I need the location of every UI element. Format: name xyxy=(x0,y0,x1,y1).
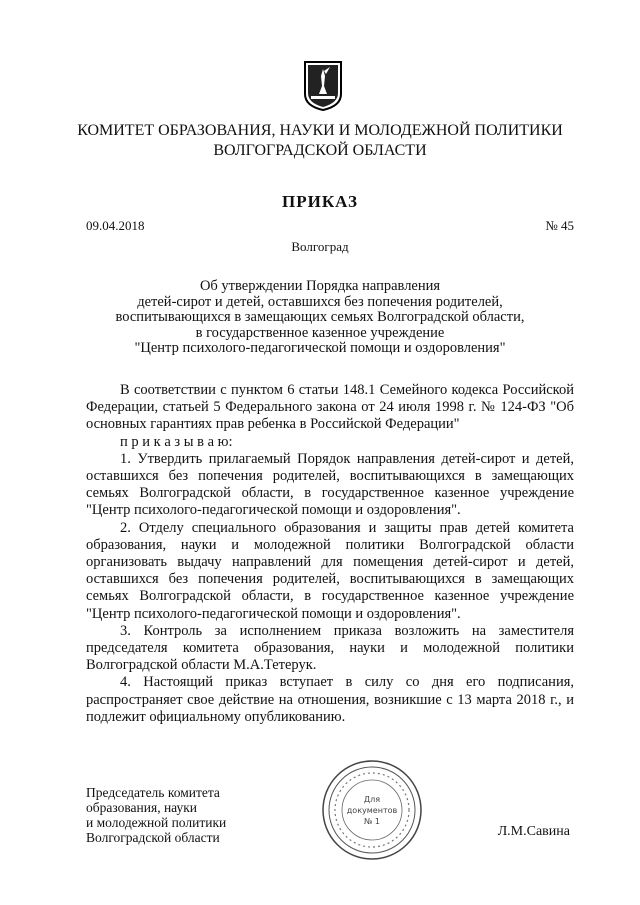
signatory-line: Волгоградской области xyxy=(86,830,220,845)
subject-line: Об утверждении Порядка направления xyxy=(199,278,441,294)
order-item-2: 2. Отделу специального образования и защиты прав детей комитета образования, науки и молодежной политики Волгоградской области организовать выдачу направлений для помещения детей-сирот и детей, оставшихся без попечения родителей, воспитывающихся в замещающих семьях Волгоградской области, в государственное казенное учреждение "Центр психолого-педагогической помощи и оздоровления". xyxy=(86,519,574,622)
order-word: п р и к а з ы в а ю: xyxy=(120,433,233,450)
signatory-line: Председатель комитета xyxy=(86,785,220,800)
signatory-line: и молодежной политики xyxy=(86,815,227,830)
document-number: № 45 xyxy=(545,218,574,233)
stamp-text-line3: № 1 xyxy=(364,817,380,826)
signatory-name: Л.М.Савина xyxy=(497,824,570,839)
subject-line: "Центр психолого-педагогической помощи и оздоровления" xyxy=(134,340,506,356)
organization-name-line1: КОМИТЕТ ОБРАЗОВАНИЯ, НАУКИ И МОЛОДЕЖНОЙ ПОЛИТИКИ xyxy=(77,122,563,139)
stamp-text-line2: документов xyxy=(346,806,398,815)
preamble-paragraph: В соответствии с пунктом 6 статьи 148.1 Семейного кодекса Российской Федерации, статьей 5 Федерального закона от 24 июля 1998 г. № 124-ФЗ "Об основных гарантиях прав ребенка в Российской Федерации" xyxy=(86,382,574,433)
order-item-1: 1. Утвердить прилагаемый Порядок направления детей-сирот и детей, оставшихся без попечения родителей, воспитывающихся в замещающих семьях Волгоградской области, в государственное казенное учреждение "Центр психолого-педагогической помощи и оздоровления". xyxy=(86,450,574,519)
order-item-3: 3. Контроль за исполнением приказа возложить на заместителя председателя комитета образования, науки и молодежной политики Волгоградской области М.А.Тетерук. xyxy=(86,622,574,674)
document-type-title: ПРИКАЗ xyxy=(282,192,358,211)
document-body xyxy=(86,382,574,726)
subject-line: в государственное казенное учреждение xyxy=(195,324,445,341)
document-city: Волгоград xyxy=(291,239,349,254)
organization-name-line2: ВОЛГОГРАДСКОЙ ОБЛАСТИ xyxy=(213,142,427,159)
subject-line: детей-сирот и детей, оставшихся без попечения родителей, xyxy=(137,293,503,310)
signatory-title xyxy=(86,785,226,845)
document-subject xyxy=(60,279,580,357)
signatory-line: образования, науки xyxy=(86,800,198,815)
stamp-text-line1: Для xyxy=(363,795,381,804)
round-seal-icon xyxy=(320,758,424,862)
coat-of-arms-icon xyxy=(303,60,343,112)
subject-line: воспитывающихся в замещающих семьях Волгоградской области, xyxy=(115,309,525,325)
document-date: 09.04.2018 xyxy=(86,218,145,233)
order-item-4: 4. Настоящий приказ вступает в силу со дня его подписания, распространяет свое действие на отношения, возникшие с 13 марта 2018 г., и подлежит официальному опубликованию. xyxy=(86,674,574,725)
